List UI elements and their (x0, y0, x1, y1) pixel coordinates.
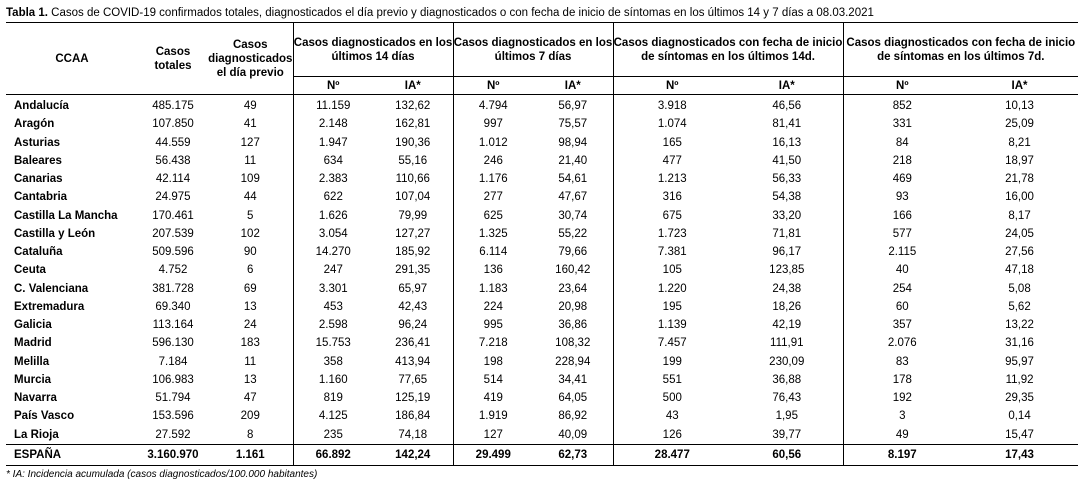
cell-value: 111,91 (770, 337, 804, 350)
cell-value: 995 (453, 316, 533, 334)
cell-value: 577 (843, 225, 961, 243)
cell-value: 852 (843, 95, 961, 116)
cell-value: 33,20 (772, 209, 802, 222)
cell-value: 105 (613, 261, 731, 279)
cell-value: 16,13 (772, 136, 802, 149)
cell-value: 127 (240, 136, 260, 149)
cell-value: 75,57 (558, 118, 588, 131)
cell-value: 17,43 (961, 444, 1078, 465)
table-document (6, 0, 1078, 481)
cell-value: 46,56 (731, 95, 843, 116)
cell-value: 54,38 (772, 191, 802, 204)
cell-value: 254 (843, 280, 961, 298)
header-fis-14: Casos diagnosticados con fecha de inicio de síntomas en los últimos 14d. (613, 23, 843, 77)
cell-value: 1.220 (613, 280, 731, 298)
cell-value: 96,17 (772, 246, 802, 259)
cell-value: 43 (613, 407, 731, 425)
cell-value: 596.130 (152, 337, 194, 350)
cell-region: Canarias (14, 173, 63, 186)
subheader-n: Nº (843, 77, 961, 95)
cell-value: 125,19 (395, 392, 431, 405)
cell-region: Galicia (14, 319, 52, 332)
table-row (6, 134, 1078, 152)
cell-value: 6 (247, 264, 254, 277)
cell-value: 93 (843, 188, 961, 206)
cell-value: 56.438 (155, 154, 191, 167)
cell-region: País Vasco (14, 410, 75, 423)
cell-value: 79,99 (398, 209, 428, 222)
cell-value: 2.076 (843, 334, 961, 352)
cell-value: 83 (843, 353, 961, 371)
header-casos-totales: Casos totales (154, 45, 192, 72)
cell-value: 195 (613, 298, 731, 316)
cell-value: 44.559 (155, 136, 191, 149)
subheader-ia: IA* (731, 77, 843, 95)
cell-value: 1.947 (293, 134, 373, 152)
cell-value: 55,22 (558, 227, 588, 240)
cell-value: 39,77 (772, 428, 802, 441)
cell-region: Aragón (14, 118, 55, 131)
subheader-n: Nº (453, 77, 533, 95)
cell-value: 69.340 (155, 300, 191, 313)
cell-region: La Rioja (14, 428, 59, 441)
cell-value: 4.752 (158, 264, 188, 277)
cell-value: 41 (243, 118, 257, 131)
cell-region: Navarra (14, 392, 57, 405)
cell-value: 3.301 (293, 280, 373, 298)
cell-value: 42,19 (772, 319, 802, 332)
table-row (6, 243, 1078, 261)
cell-value: 1.176 (453, 170, 533, 188)
cell-value: 192 (843, 389, 961, 407)
cell-value: 469 (843, 170, 961, 188)
cell-value: 102 (240, 227, 260, 240)
cell-value: 21,78 (1005, 173, 1034, 186)
cell-value: 277 (453, 188, 533, 206)
cell-region: ESPAÑA (6, 444, 138, 465)
cell-value: 47,67 (558, 191, 588, 204)
cell-value: 1.213 (613, 170, 731, 188)
cell-value: 551 (613, 371, 731, 389)
cell-value: 6.114 (453, 243, 533, 261)
cell-value: 819 (293, 389, 373, 407)
cell-value: 1.183 (453, 280, 533, 298)
cell-value: 110,66 (395, 173, 430, 186)
cell-value: 7.218 (453, 334, 533, 352)
table-row (6, 207, 1078, 225)
cell-value: 178 (843, 371, 961, 389)
table-row (6, 95, 1078, 116)
cell-value: 20,98 (558, 300, 588, 313)
cell-value: 36,88 (772, 373, 802, 386)
cell-value: 60 (843, 298, 961, 316)
table-row (6, 280, 1078, 298)
cell-value: 224 (453, 298, 533, 316)
cell-region: C. Valenciana (14, 282, 89, 295)
cell-value: 509.596 (152, 246, 194, 259)
cell-value: 64,05 (558, 392, 588, 405)
cell-value: 2.115 (843, 243, 961, 261)
cell-value: 183 (240, 337, 260, 350)
cell-value: 40 (843, 261, 961, 279)
subheader-ia: IA* (533, 77, 613, 95)
cell-value: 98,94 (558, 136, 588, 149)
cell-value: 331 (843, 115, 961, 133)
cell-value: 413,94 (395, 355, 431, 368)
cell-value: 485.175 (138, 95, 208, 116)
cell-value: 185,92 (395, 246, 431, 259)
table-caption (6, 6, 1078, 23)
cell-value: 153.596 (152, 410, 194, 423)
cell-value: 29.499 (453, 444, 533, 465)
table-total-row (6, 444, 1078, 465)
cell-value: 8,17 (1008, 209, 1031, 222)
cell-value: 622 (293, 188, 373, 206)
cell-value: 236,41 (395, 337, 431, 350)
cell-value: 47,18 (1005, 264, 1034, 277)
cell-value: 11,92 (1005, 373, 1034, 386)
table-body (6, 95, 1078, 466)
table-row (6, 334, 1078, 352)
cell-value: 86,92 (558, 410, 588, 423)
cell-value: 71,81 (772, 227, 802, 240)
cell-value: 24 (243, 319, 257, 332)
table-row (6, 426, 1078, 445)
cell-value: 47 (243, 392, 257, 405)
cell-value: 5,62 (1008, 300, 1031, 313)
cell-value: 186,84 (395, 410, 431, 423)
cell-value: 381.728 (152, 282, 194, 295)
cell-value: 11 (244, 355, 257, 368)
cell-value: 500 (613, 389, 731, 407)
cell-value: 3.160.970 (138, 444, 208, 465)
cell-value: 634 (293, 152, 373, 170)
table-row (6, 115, 1078, 133)
cell-value: 15.753 (293, 334, 373, 352)
cell-region: Castilla y León (14, 227, 96, 240)
cell-region: Baleares (14, 154, 62, 167)
table-row (6, 371, 1078, 389)
cell-value: 49 (208, 95, 293, 116)
cell-value: 357 (843, 316, 961, 334)
cell-value: 25,09 (1005, 118, 1034, 131)
cell-value: 36,86 (558, 319, 588, 332)
cell-region: Andalucía (6, 95, 138, 116)
table-row (6, 298, 1078, 316)
cell-value: 127,27 (395, 227, 431, 240)
cell-value: 27.592 (155, 428, 191, 441)
cell-value: 11.159 (293, 95, 373, 116)
table-row (6, 316, 1078, 334)
cell-value: 625 (453, 207, 533, 225)
cell-value: 230,09 (769, 355, 805, 368)
cell-value: 10,13 (961, 95, 1078, 116)
cell-value: 7.457 (613, 334, 731, 352)
table-row (6, 389, 1078, 407)
cell-value: 21,40 (558, 154, 588, 167)
caption-text: Casos de COVID-19 confirmados totales, diagnosticados el día previo y diagnosticados o con fecha de inicio de síntomas en los últimos 14 y 7 días a 08.03.2021 (47, 7, 874, 19)
cell-value: 166 (843, 207, 961, 225)
cell-value: 132,62 (373, 95, 453, 116)
cell-value: 207.539 (152, 227, 194, 240)
cell-value: 5 (247, 209, 254, 222)
cell-region: Murcia (14, 373, 52, 386)
cell-value: 65,97 (398, 282, 428, 295)
cell-value: 24,05 (1005, 227, 1034, 240)
cell-value: 199 (613, 353, 731, 371)
cell-value: 123,85 (769, 264, 805, 277)
cell-value: 90 (243, 246, 257, 259)
cell-value: 11 (244, 154, 257, 167)
cell-value: 95,97 (1005, 355, 1034, 368)
cell-value: 51.794 (155, 392, 191, 405)
cell-value: 113.164 (152, 319, 194, 332)
table-row (6, 353, 1078, 371)
cell-value: 107.850 (152, 118, 194, 131)
cell-value: 453 (293, 298, 373, 316)
cell-value: 675 (613, 207, 731, 225)
cell-value: 56,97 (533, 95, 613, 116)
cell-value: 2.598 (293, 316, 373, 334)
cell-value: 8.197 (843, 444, 961, 465)
cell-value: 79,66 (558, 246, 588, 259)
cell-value: 8,21 (1008, 136, 1031, 149)
header-diag-7: Casos diagnosticados en los últimos 7 días (453, 23, 613, 77)
cell-value: 3 (843, 407, 961, 425)
cell-value: 7.184 (158, 355, 188, 368)
cell-value: 1.723 (613, 225, 731, 243)
cell-value: 1.325 (453, 225, 533, 243)
cell-value: 13 (243, 300, 257, 313)
cell-value: 30,74 (558, 209, 588, 222)
table-row (6, 170, 1078, 188)
cell-value: 84 (843, 134, 961, 152)
table-row (6, 225, 1078, 243)
cell-value: 316 (613, 188, 731, 206)
cell-value: 1.160 (293, 371, 373, 389)
cell-value: 76,43 (772, 392, 802, 405)
cell-value: 96,24 (398, 319, 428, 332)
cell-value: 3.054 (293, 225, 373, 243)
cell-value: 41,50 (772, 154, 802, 167)
subheader-n: Nº (613, 77, 731, 95)
cell-value: 15,47 (1005, 428, 1034, 441)
cell-value: 13 (243, 373, 257, 386)
cell-value: 514 (453, 371, 533, 389)
cell-value: 1.012 (453, 134, 533, 152)
cell-value: 162,81 (395, 118, 431, 131)
cell-value: 77,65 (398, 373, 428, 386)
cell-value: 29,35 (1005, 392, 1034, 405)
cell-value: 126 (613, 426, 731, 445)
cell-value: 40,09 (558, 428, 588, 441)
cell-value: 18,26 (772, 300, 802, 313)
cell-value: 4.794 (453, 95, 533, 116)
cell-value: 23,64 (558, 282, 588, 295)
cell-value: 74,18 (398, 428, 428, 441)
cell-value: 246 (453, 152, 533, 170)
caption-label: Tabla 1. (6, 7, 48, 19)
cell-value: 7.381 (613, 243, 731, 261)
cell-region: Melilla (14, 355, 50, 368)
cell-value: 142,24 (373, 444, 453, 465)
cell-value: 1.139 (613, 316, 731, 334)
cell-value: 165 (613, 134, 731, 152)
footnote: * IA: Incidencia acumulada (casos diagnosticados/100.000 habitantes) (6, 468, 318, 480)
header-fis-7: Casos diagnosticados con fecha de inicio de síntomas en los últimos 7d. (843, 23, 1078, 77)
cell-value: 218 (843, 152, 961, 170)
cell-region: Ceuta (14, 264, 46, 277)
cell-value: 1.919 (453, 407, 533, 425)
cell-value: 14.270 (293, 243, 373, 261)
cell-value: 31,16 (1005, 337, 1034, 350)
cell-value: 2.383 (293, 170, 373, 188)
table-row (6, 261, 1078, 279)
subheader-ia: IA* (961, 77, 1078, 95)
cell-region: Extremadura (14, 300, 85, 313)
cell-value: 228,94 (555, 355, 591, 368)
cell-value: 419 (453, 389, 533, 407)
cell-value: 24,38 (772, 282, 802, 295)
cell-value: 16,00 (1005, 191, 1034, 204)
table-row (6, 188, 1078, 206)
subheader-ia: IA* (373, 77, 453, 95)
cell-region: Madrid (14, 337, 52, 350)
cell-value: 27,56 (1005, 246, 1034, 259)
cell-value: 66.892 (293, 444, 373, 465)
cell-region: Castilla La Mancha (14, 209, 118, 222)
cell-value: 109 (240, 173, 260, 186)
cell-value: 49 (843, 426, 961, 445)
header-ccaa: CCAA (55, 52, 89, 65)
cell-value: 18,97 (1005, 154, 1034, 167)
cell-region: Asturias (14, 136, 61, 149)
cell-value: 4.125 (293, 407, 373, 425)
cell-value: 170.461 (152, 209, 194, 222)
cell-value: 1.626 (293, 207, 373, 225)
cell-value: 24.975 (155, 191, 191, 204)
cell-value: 42,43 (398, 300, 428, 313)
cell-value: 160,42 (555, 264, 591, 277)
cell-value: 108,32 (555, 337, 591, 350)
cell-value: 127 (453, 426, 533, 445)
cell-value: 209 (240, 410, 260, 423)
cell-value: 81,41 (772, 118, 802, 131)
table-row (6, 152, 1078, 170)
subheader-n: Nº (293, 77, 373, 95)
cell-value: 1.074 (613, 115, 731, 133)
cell-value: 106.983 (152, 373, 194, 386)
cell-value: 235 (293, 426, 373, 445)
cell-value: 55,16 (398, 154, 428, 167)
cell-value: 5,08 (1008, 282, 1031, 295)
cell-value: 54,61 (558, 173, 588, 186)
cell-value: 1,95 (775, 410, 798, 423)
header-diag-14: Casos diagnosticados en los últimos 14 días (293, 23, 453, 77)
cell-value: 358 (293, 353, 373, 371)
table-row (6, 407, 1078, 425)
cell-value: 291,35 (395, 264, 431, 277)
cell-value: 13,22 (1005, 319, 1034, 332)
cell-value: 997 (453, 115, 533, 133)
cell-value: 1.161 (208, 444, 293, 465)
cell-value: 107,04 (395, 191, 431, 204)
cell-value: 28.477 (613, 444, 731, 465)
cell-region: Cantabria (14, 191, 68, 204)
covid-cases-table (6, 23, 1078, 466)
cell-value: 190,36 (395, 136, 431, 149)
cell-value: 3.918 (613, 95, 731, 116)
cell-value: 56,33 (772, 173, 802, 186)
cell-value: 2.148 (293, 115, 373, 133)
cell-value: 136 (453, 261, 533, 279)
cell-value: 69 (243, 282, 257, 295)
cell-value: 42.114 (155, 173, 191, 186)
cell-value: 8 (247, 428, 254, 441)
cell-value: 198 (453, 353, 533, 371)
cell-value: 62,73 (533, 444, 613, 465)
cell-value: 247 (293, 261, 373, 279)
header-dia-previo: Casos diagnosticados el día previo (208, 38, 293, 79)
cell-region: Cataluña (14, 246, 63, 259)
cell-value: 0,14 (1008, 410, 1031, 423)
cell-value: 34,41 (558, 373, 588, 386)
cell-value: 60,56 (731, 444, 843, 465)
cell-value: 477 (613, 152, 731, 170)
cell-value: 44 (243, 191, 257, 204)
